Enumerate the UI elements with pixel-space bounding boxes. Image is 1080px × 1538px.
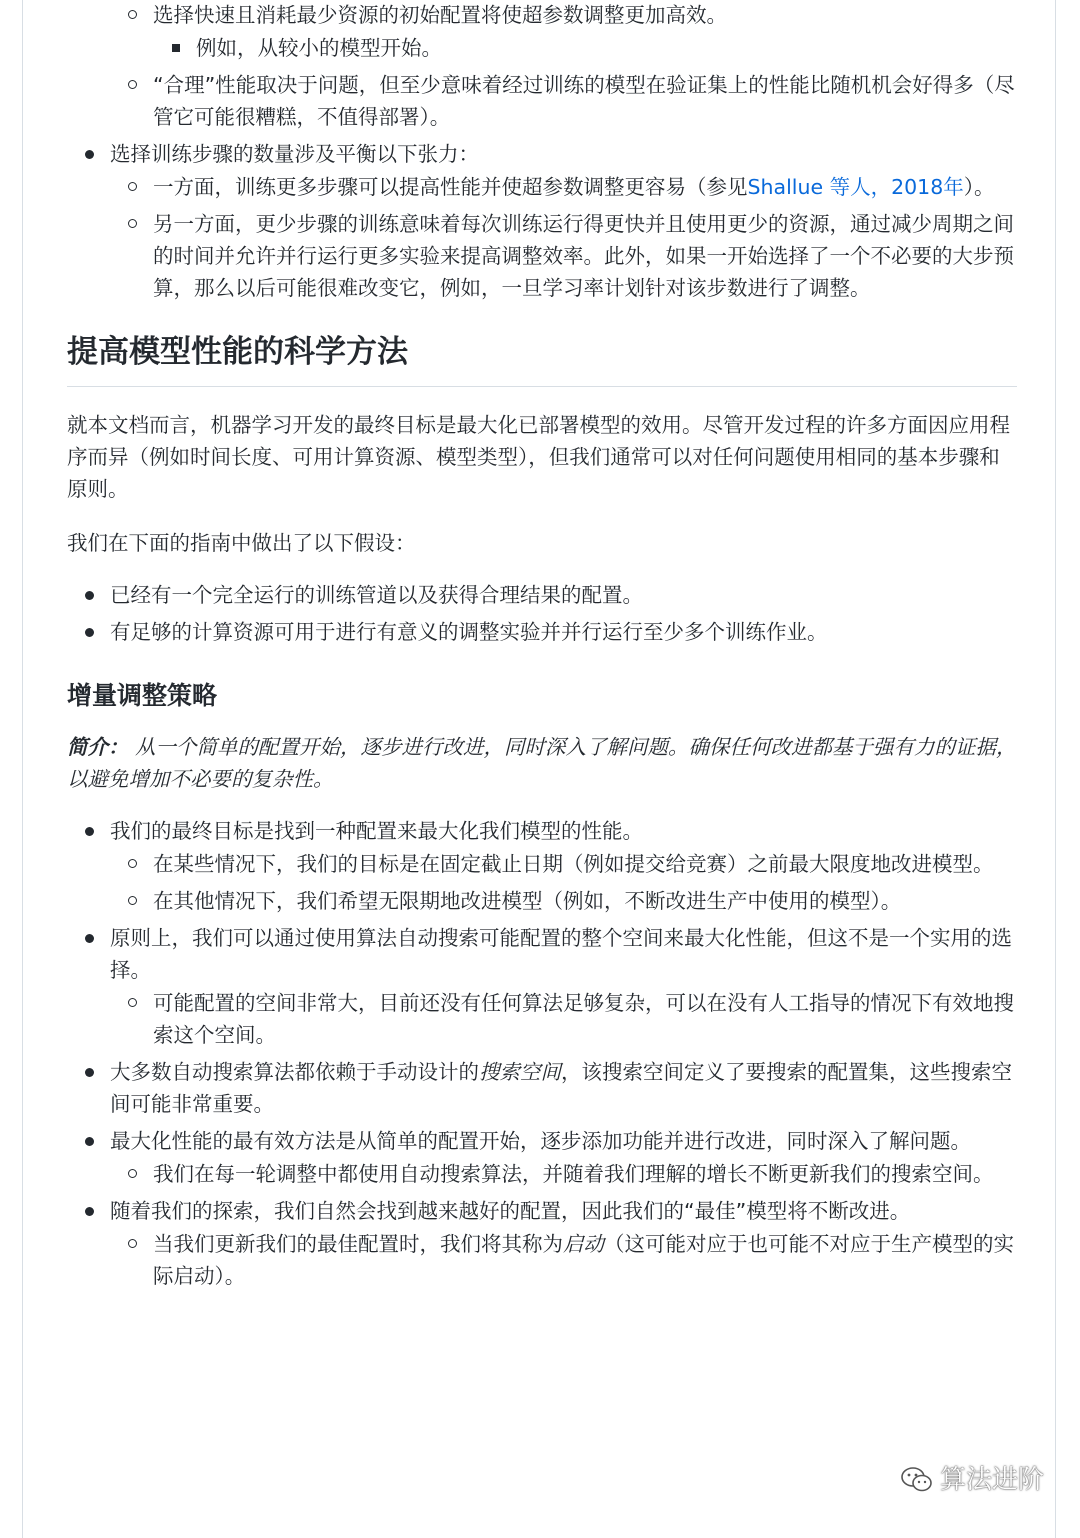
sub-list-item [110, 1158, 1017, 1190]
list-item-text: 一方面，训练更多步骤可以提高性能并使超参数调整更容易（参见 [153, 175, 748, 199]
list-item-text: 有足够的计算资源可用于进行有意义的调整实验并并行运行至少多个训练作业。 [110, 620, 828, 644]
list-item [67, 1195, 1017, 1292]
sub-sub-list [153, 32, 1017, 64]
list-item-text: 选择快速且消耗最少资源的初始配置将使超参数调整更加高效。 [153, 3, 727, 27]
shallue-2018-link[interactable]: Shallue 等人，2018年 [747, 175, 964, 199]
assumptions-list [67, 579, 1017, 648]
list-item [67, 138, 1017, 304]
section-block [67, 330, 1017, 648]
section-intro-paragraph: 就本文档而言，机器学习开发的最终目标是最大化已部署模型的效用。尽管开发过程的许多方面因应用程序而异（例如时间长度、可用计算资源、模型类型），但我们通常可以对任何问题使用相同的基本步骤和原则。 [67, 413, 1010, 501]
search-space-term: 搜索空间 [479, 1060, 561, 1084]
sub-list-item [110, 0, 1017, 64]
assumption-item [67, 616, 1017, 648]
launch-term: 启动 [563, 1232, 604, 1256]
watermark [900, 1462, 1044, 1498]
list-item [67, 815, 1017, 917]
sub-list [110, 0, 1017, 133]
list-item [67, 1056, 1017, 1120]
section-heading: 提高模型性能的科学方法 [67, 330, 1017, 387]
list-item-text: 我们的最终目标是找到一种配置来最大化我们模型的性能。 [110, 819, 643, 843]
summary-text: 从一个简单的配置开始，逐步进行改进，同时深入了解问题。确保任何改进都基于强有力的证据，以避免增加不必要的复杂性。 [67, 735, 1017, 791]
list-item-text: 另一方面，更少步骤的训练意味着每次训练运行得更快并且使用更少的资源，通过减少周期之间的时间并允许并行运行更多实验来提高调整效率。此外，如果一开始选择了一个不必要的大步预算，那么以后可能很难改变它，例如，一旦学习率计划针对该步数进行了调整。 [153, 212, 1014, 300]
sub-list-item [110, 171, 1017, 203]
list-item-text: 在某些情况下，我们的目标是在固定截止日期（例如提交给竞赛）之前最大限度地改进模型。 [153, 852, 994, 876]
list-item-text: 我们在每一轮调整中都使用自动搜索算法，并随着我们理解的增长不断更新我们的搜索空间。 [153, 1162, 994, 1186]
list-item-text: 最大化性能的最有效方法是从简单的配置开始，逐步添加功能并进行改进，同时深入了解问题。 [110, 1129, 971, 1153]
subsection-block [67, 678, 1017, 1292]
top-bullet-list [67, 0, 1017, 304]
top-list-block [67, 0, 1017, 304]
list-item-text: ）。 [963, 175, 995, 199]
sub-list-item [110, 208, 1017, 304]
summary-label: 简介： [67, 735, 129, 759]
sub-list [110, 1158, 1017, 1190]
sub-list-item [110, 69, 1017, 133]
list-item-text: 已经有一个完全运行的训练管道以及获得合理结果的配置。 [110, 583, 643, 607]
list-item-text: ，该搜索空间定义了要搜索的配置集，这些搜索空间可能非常重要。 [110, 1060, 1012, 1116]
list-item-text: 原则上，我们可以通过使用算法自动搜索可能配置的整个空间来最大化性能，但这不是一个实用的选择。 [110, 926, 1012, 982]
list-item-continued [67, 0, 1017, 133]
list-item-text: “合理”性能取决于问题，但至少意味着经过训练的模型在验证集上的性能比随机机会好得多（尽管它可能很糟糕，不值得部署）。 [153, 73, 1015, 129]
list-item-text: 选择训练步骤的数量涉及平衡以下张力： [110, 142, 479, 166]
list-item [67, 922, 1017, 1051]
summary-paragraph [67, 731, 1017, 795]
list-item-text: 大多数自动搜索算法都依赖于手动设计的 [110, 1060, 479, 1084]
wechat-icon [900, 1465, 934, 1495]
sub-list-item [110, 1228, 1017, 1292]
list-item-text: 在其他情况下，我们希望无限期地改进模型（例如，不断改进生产中使用的模型）。 [153, 889, 902, 913]
sub-list [110, 848, 1017, 917]
sub-list [110, 171, 1017, 304]
list-item-text: （这可能对应于也可能不对应于生产模型的实际启动）。 [153, 1232, 1014, 1288]
assumption-item [67, 579, 1017, 611]
assumptions-intro: 我们在下面的指南中做出了以下假设： [67, 531, 416, 555]
sub-list [110, 987, 1017, 1051]
strategy-list [67, 815, 1017, 1292]
list-item-text: 例如，从较小的模型开始。 [196, 36, 442, 60]
sub-list-item [110, 848, 1017, 880]
sub-list-item [110, 885, 1017, 917]
sub-list-item [110, 987, 1017, 1051]
watermark-text: 算法进阶 [940, 1465, 1045, 1495]
list-item [67, 1125, 1017, 1190]
list-item-text: 随着我们的探索，我们自然会找到越来越好的配置，因此我们的“最佳”模型将不断改进。 [110, 1199, 911, 1223]
sub-sub-list-item [153, 32, 1017, 64]
document-content [67, 0, 1017, 1297]
sub-list [110, 1228, 1017, 1292]
list-item-text: 可能配置的空间非常大，目前还没有任何算法足够复杂，可以在没有人工指导的情况下有效地搜索这个空间。 [153, 991, 1014, 1047]
list-item-text: 当我们更新我们的最佳配置时，我们将其称为 [153, 1232, 563, 1256]
subsection-heading: 增量调整策略 [67, 681, 218, 710]
